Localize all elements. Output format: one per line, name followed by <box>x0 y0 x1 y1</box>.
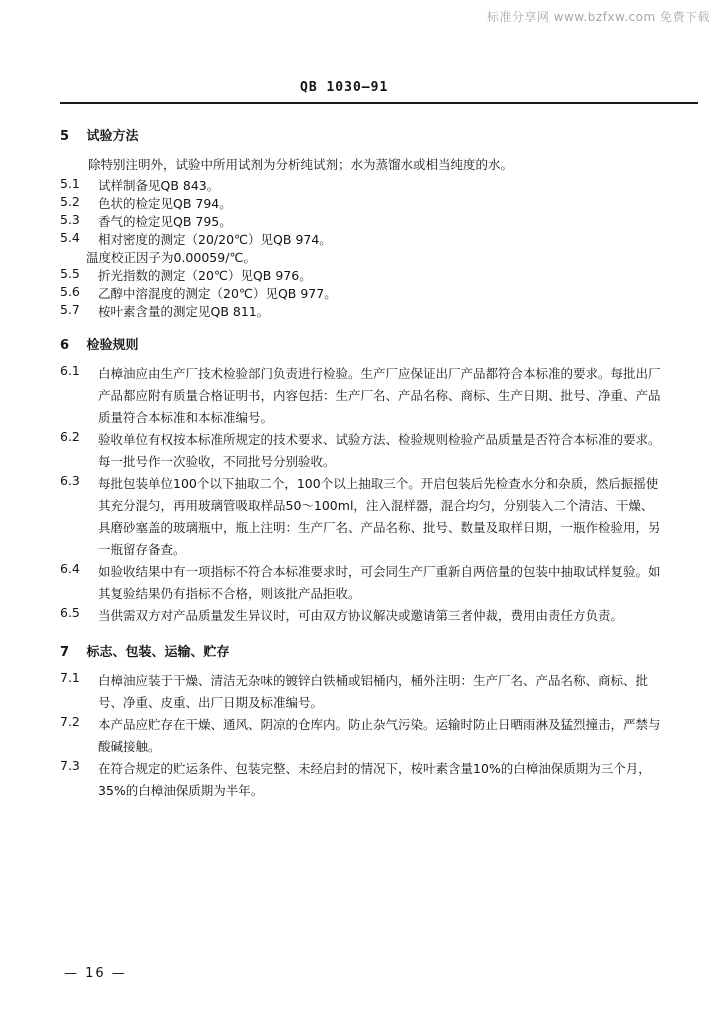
header-rule <box>60 102 698 104</box>
section-number: 5 <box>60 129 70 144</box>
section-title <box>60 642 662 664</box>
clause-5-2 <box>60 194 662 212</box>
clause-text: 乙醇中溶混度的测定（20℃）见QB 977。 <box>98 286 337 301</box>
clause-7-1 <box>60 670 662 714</box>
section-heading: 检验规则 <box>86 338 139 353</box>
clause-text: 在符合规定的贮运条件、包装完整、未经启封的情况下，桉叶素含量10%的白樟油保质期为三个月，35%的白樟油保质期为半年。 <box>98 761 651 798</box>
page-number: — 16 — <box>64 966 127 981</box>
clause-6-4 <box>60 561 662 605</box>
section-title <box>60 126 662 148</box>
clause-number: 6.5 <box>60 605 80 620</box>
section-number: 6 <box>60 338 70 353</box>
clause-number: 6.3 <box>60 473 80 488</box>
clause-number: 5.1 <box>60 176 80 191</box>
clause-text: 白樟油应由生产厂技术检验部门负责进行检验。生产厂应保证出厂产品都符合本标准的要求。每批出厂产品都应附有质量合格证明书，内容包括：生产厂名、产品名称、商标、生产日期、批号、净重、产品质量符合本标准和本标准编号。 <box>98 366 661 425</box>
clause-number: 5.6 <box>60 284 80 299</box>
clause-text: 折光指数的测定（20℃）见QB 976。 <box>98 268 312 283</box>
section-title <box>60 335 662 357</box>
standard-code-header: QB 1030—91 <box>300 80 389 95</box>
clause-7-2 <box>60 714 662 758</box>
clause-number: 6.1 <box>60 363 80 378</box>
clause-text: 本产品应贮存在干燥、通风、阴凉的仓库内。防止杂气污染。运输时防止日晒雨淋及猛烈撞击，严禁与酸碱接触。 <box>98 717 661 754</box>
clause-number: 6.4 <box>60 561 80 576</box>
clause-text: 当供需双方对产品质量发生异议时，可由双方协议解决或邀请第三者仲裁，费用由责任方负责。 <box>98 608 624 623</box>
clause-text: 相对密度的测定（20/20℃）见QB 974。 <box>98 232 332 247</box>
section-heading: 标志、包装、运输、贮存 <box>86 645 230 660</box>
clause-7-3 <box>60 758 662 802</box>
document-body <box>60 126 662 817</box>
clause-6-2 <box>60 429 662 473</box>
section-6 <box>60 335 662 627</box>
clause-text: 温度校正因子为0.00059/℃。 <box>86 250 256 265</box>
clause-5-5 <box>60 266 662 284</box>
section-7 <box>60 642 662 802</box>
clause-text: 桉叶素含量的测定见QB 811。 <box>98 304 270 319</box>
section-heading: 试验方法 <box>86 129 139 144</box>
clause-text: 香气的检定见QB 795。 <box>98 214 232 229</box>
clause-text: 每批包装单位100个以下抽取二个，100个以上抽取三个。开启包装后先检查水分和杂质，然后振摇使其充分混匀，再用玻璃管吸取样品50～100ml，注入混样器，混合均匀，分别装入二个清洁、干燥、具磨砂塞盖的玻璃瓶中，瓶上注明：生产厂名、产品名称、批号、数量及取样日期，一瓶作检验用，另一瓶留存备查。 <box>98 476 661 557</box>
section-number: 7 <box>60 645 70 660</box>
clause-number: 5.7 <box>60 302 80 317</box>
clause-number: 5.3 <box>60 212 80 227</box>
clause-text: 验收单位有权按本标准所规定的技术要求、试验方法、检验规则检验产品质量是否符合本标准的要求。每一批号作一次验收，不同批号分别验收。 <box>98 432 661 469</box>
clause-number: 5.4 <box>60 230 80 245</box>
clause-5-4-note <box>60 248 662 266</box>
clause-5-3 <box>60 212 662 230</box>
clause-6-3 <box>60 473 662 561</box>
clause-text: 白樟油应装于干燥、清洁无杂味的镀锌白铁桶或铝桶内，桶外注明：生产厂名、产品名称、商标、批号、净重、皮重、出厂日期及标准编号。 <box>98 673 649 710</box>
clause-6-5 <box>60 605 662 627</box>
clause-number: 7.2 <box>60 714 80 729</box>
clause-number: 5.5 <box>60 266 80 281</box>
clause-text: 如验收结果中有一项指标不符合本标准要求时，可会同生产厂重新自两倍量的包装中抽取试样复验。如其复验结果仍有指标不合格，则该批产品拒收。 <box>98 564 661 601</box>
clause-5-7 <box>60 302 662 320</box>
section-intro: 除特别注明外，试验中所用试剂为分析纯试剂；水为蒸馏水或相当纯度的水。 <box>88 157 514 172</box>
section-5 <box>60 126 662 320</box>
site-watermark: 标准分享网 www.bzfxw.com 免费下载 <box>486 10 710 24</box>
clause-text: 试样制备见QB 843。 <box>98 178 220 193</box>
clause-number: 7.1 <box>60 670 80 685</box>
clause-5-1 <box>60 176 662 194</box>
clause-5-4 <box>60 230 662 248</box>
clause-text: 色状的检定见QB 794。 <box>98 196 232 211</box>
clause-number: 6.2 <box>60 429 80 444</box>
clause-number: 7.3 <box>60 758 80 773</box>
clause-number: 5.2 <box>60 194 80 209</box>
clause-5-6 <box>60 284 662 302</box>
clause-6-1 <box>60 363 662 429</box>
